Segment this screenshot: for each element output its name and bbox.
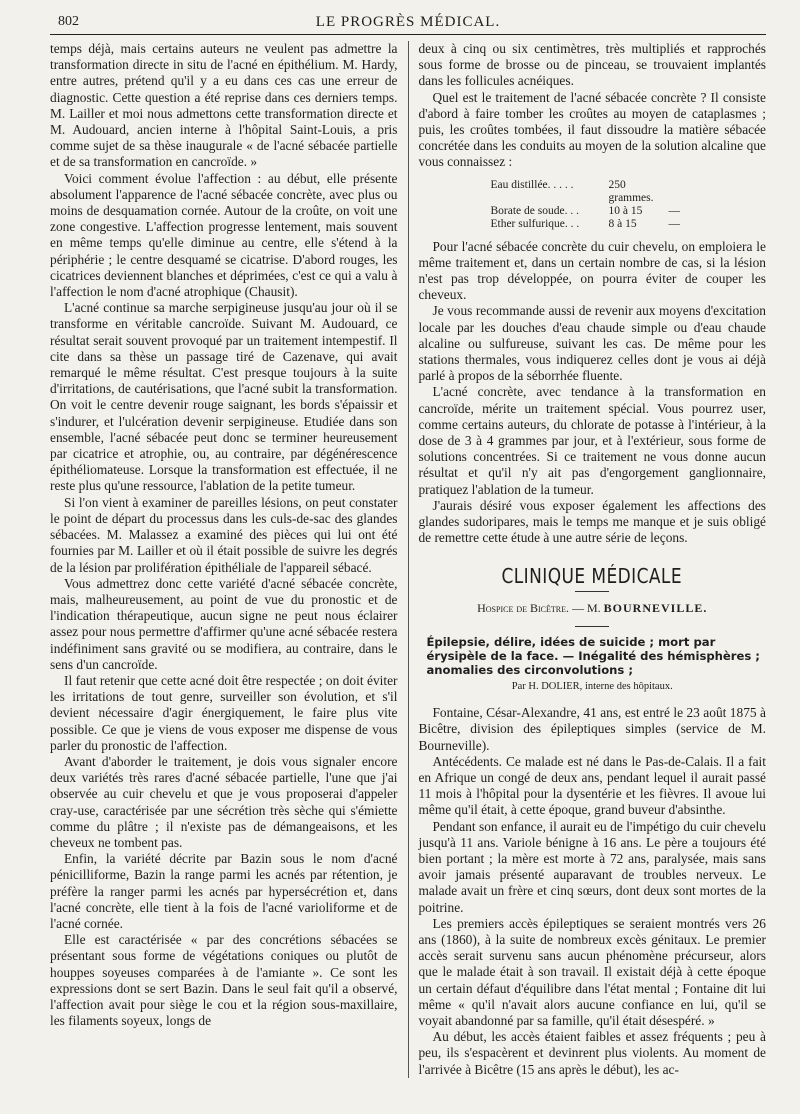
paragraph: Quel est le traitement de l'acné sébacée concrète ? Il consiste d'abord à faire tomber les croûtes au moyen de cataplasmes ; puis, les croûtes tombées, il faut dissoudre la matière sébacée concrétée dans les conduits au moyen de la solution alcaline que vous connaissez : bbox=[418, 89, 766, 170]
journal-title: LE PROGRÈS MÉDICAL. bbox=[315, 14, 501, 30]
paragraph: Les premiers accès épileptiques se seraient montrés vers 26 ans (1860), à la suite de nombreux excès génitaux. Le premier accès serait survenu sans aucun phénomène précurseur, alors que le malade était à son travail. Il existait déjà à cette époque un certain défaut d'équilibre dans l'état mental ; Fontaine dit lui même « qu'il n'avait alors aucune confiance en lui, qu'il se voyait abandonné par sa famille, qu'il était désespéré. » bbox=[418, 915, 766, 1028]
running-head bbox=[50, 14, 766, 35]
right-column bbox=[418, 41, 766, 1078]
page-number: 802 bbox=[58, 14, 79, 29]
doctor-name: BOURNEVILLE. bbox=[603, 600, 708, 615]
paragraph: Fontaine, César-Alexandre, 41 ans, est entré le 23 août 1875 à Bicêtre, division des épileptiques simples (service de M. Bourneville). bbox=[418, 705, 766, 753]
paragraph: deux à cinq ou six centimètres, très multipliés et rapprochés sous forme de brosse ou de pinceau, se trouvaient implantés dans les follicules acnéiques. bbox=[418, 41, 766, 89]
paragraph: Elle est caractérisée « par des concrétions sébacées se présentant sous forme de végétations coniques ou plutôt de houppes soyeuses comparées à de l'amiante ». Ce sont les expressions dont se sert Bazin. Dans le seul fait qu'il a observé, l'affection avait pour siège le cou et la région sous-maxillaire, les filaments soyeux, longs de bbox=[50, 932, 398, 1029]
formula-quantity: 10 à 15 bbox=[608, 204, 643, 217]
author-role: interne des hôpitaux. bbox=[584, 680, 673, 692]
hospice-name: Hospice de Bicêtre. — M. bbox=[477, 600, 601, 615]
formula-quantity: 8 à 15 bbox=[608, 217, 637, 230]
case-title: Épilepsie, délire, idées de suicide ; mort par érysipèle de la face. — Inégalité des hémisphères ; anomalies des circonvolutions ; bbox=[426, 634, 760, 677]
author-prefix: Par bbox=[511, 680, 526, 692]
paragraph: L'acné concrète, avec tendance à la transformation en cancroïde, mérite un traitement spécial. Vous pourrez user, comme certains auteurs, du chlorate de potasse à l'intérieur, à la dose de 3 à 4 grammes par jour, et à l'extérieur, sous forme de solutions concentrées. Si ce traitement ne vous donne aucun résultat et qu'il n'y ait pas d'engorgement ganglionnaire, pratiquez l'ablation de la tumeur. bbox=[418, 384, 766, 497]
formula-ingredient: Ether sulfurique. . . bbox=[490, 217, 580, 230]
formula-row bbox=[490, 179, 766, 205]
left-column bbox=[50, 41, 398, 1078]
formula-unit: — bbox=[668, 204, 680, 217]
paragraph: Voici comment évolue l'affection : au début, elle présente absolument l'apparence de l'acné sébacée concrète, avec plus ou moins de desquamation cornée. Autour de la croûte, on voit une zone congestive. L'affection progresse lentement, mais souvent en même temps qu'elle diminue au centre, elle s'étend à la périphérie ; le centre desquamé se cicatrise. D'abord rouges, les cicatrices deviennent blanches et déprimées, c'est ce qui a valu à l'affection le nom d'acné atrophique (Chausit). bbox=[50, 170, 398, 300]
prescription-formula bbox=[490, 179, 766, 231]
paragraph: Au début, les accès étaient faibles et assez fréquents ; peu à peu, ils s'espacèrent et devinrent plus violents. Au moment de l'arrivée à Bicêtre (15 ans après le début), les ac- bbox=[418, 1029, 766, 1077]
two-column-body bbox=[50, 41, 766, 1078]
paragraph: Si l'on vient à examiner de pareilles lésions, on peut constater le point de départ du processus dans les culs-de-sac des glandes sébacées. M. Malassez a examiné des pièces qui lui ont été fournies par M. Lailler et où il était possible de suivre les degrés de la lésion par prolifération épithéliale de l'appareil sébacé. bbox=[50, 494, 398, 575]
formula-row bbox=[490, 218, 766, 231]
paragraph: temps déjà, mais certains auteurs ne veulent pas admettre la transformation directe in situ de l'acné en épithélium. M. Hardy, entre autres, prétend qu'il y a eu dans ces cas une erreur de diagnostic. Cette question a été reprise dans ces derniers temps. M. Lailler et moi nous admettons cette transformation directe et M. Audouard, ancien interne à l'hôpital Saint-Louis, a pris comme sujet de sa thèse inaugurale « de l'acné sébacée partielle et de sa transformation en cancroïde. » bbox=[50, 41, 398, 170]
paragraph: Pendant son enfance, il aurait eu de l'impétigo du cuir chevelu jusqu'à 11 ans. Variole bénigne à 16 ans. Le père a toujours été bien portant ; la mère est morte à 72 ans, paralysée, mais sans avoir jamais présenté auparavant de troubles nerveux. Le malade avait un frère et cinq sœurs, dont deux sont mortes de la poitrine. bbox=[418, 818, 766, 915]
paragraph: Je vous recommande aussi de revenir aux moyens d'excitation locale par les douches d'eau chaude simple ou d'eau chaude alcaline ou sulfureuse, suivant les cas. De même pour les stations thermales, vous indiquerez celles dont je vous ai déjà parlé à propos de la séborrhée fluente. bbox=[418, 303, 766, 384]
section-rule bbox=[575, 626, 609, 627]
hospice-line bbox=[418, 600, 766, 616]
column-divider bbox=[408, 41, 409, 1078]
author-name: H. DOLIER, bbox=[528, 680, 583, 692]
paragraph: J'aurais désiré vous exposer également les affections des glandes sudoripares, mais le temps me manque et je suis obligé de remettre cette étude à une autre série de leçons. bbox=[418, 497, 766, 546]
formula-unit: — bbox=[668, 217, 680, 230]
formula-ingredient: Eau distillée. . . . . bbox=[490, 178, 574, 191]
paragraph: Pour l'acné sébacée concrète du cuir chevelu, on emploiera le même traitement et, dans un certain nombre de cas, si la lésion n'est pas trop développée, on pourra éviter de couper les cheveux. bbox=[418, 238, 766, 303]
author-line bbox=[418, 679, 766, 695]
formula-ingredient: Borate de soude. . . bbox=[490, 204, 579, 217]
paragraph: Antécédents. Ce malade est né dans le Pas-de-Calais. Il a fait en Afrique un congé de deux ans, pendant lequel il aurait passé 11 mois à l'hôpital pour la dysentérie et les fièvres. Il avoue lui même qu'il était, à cette époque, grand buveur d'absinthe. bbox=[418, 753, 766, 818]
paragraph: L'acné continue sa marche serpigineuse jusqu'au jour où il se transforme en véritable cancroïde. Suivant M. Audouard, ce résultat serait souvent provoqué par un traitement intempestif. Il cite dans sa thèse un passage tiré de Cazenave, qui avait remarqué le même résultat. C'est presque toujours à la suite d'irritations, de cautérisations, que l'acné subit la transformation. On voit le centre devenir rouge saignant, les bords s'épaissir et s'indurer, et l'ulcération devenir serpigineuse. Etudiée dans son ensemble, l'acné sébacée peut donc se terminer heureusement par cicatrice et atrophie, ou, au contraire, par dégénérescence épithéliomateuse. Lorsque la transformation est effectuée, il ne reste plus qu'une ressource, l'ablation de la petite tumeur. bbox=[50, 300, 398, 494]
section-title: CLINIQUE MÉDICALE bbox=[501, 564, 683, 589]
paragraph: Enfin, la variété décrite par Bazin sous le nom d'acné pénicilliforme, Bazin la range parmi les acnés par rétention, je préfère la ranger parmi les acnés par hypersécrétion et, dans l'acné concrète, elle tient à la fois de l'acné varioliforme et de l'acné cornée. bbox=[50, 851, 398, 931]
formula-row bbox=[490, 205, 766, 218]
formula-quantity: 250 grammes. bbox=[608, 178, 654, 204]
paragraph: Vous admettrez donc cette variété d'acné sébacée concrète, mais, malheureusement, au point de vue du pronostic et de l'indication thérapeutique, aucun signe ne peut nous éclairer assez pour nous permettre d'affirmer qu'une acné sébacée restera indéfiniment sans gravité ou se modifiera, au contraire, dans le sens d'un cancroïde. bbox=[50, 575, 398, 672]
paragraph: Il faut retenir que cette acné doit être respectée ; on doit éviter les irritations de tout genre, surveiller son évolution, et s'il devient nécessaire d'agir énergiquement, le faire plus vite possible. Ce que je viens de vous exposer me dispense de vous parler du pronostic de l'affection. bbox=[50, 672, 398, 753]
section-rule bbox=[575, 591, 609, 592]
paragraph: Avant d'aborder le traitement, je dois vous signaler encore deux variétés très rares d'acné sébacée partielle, l'une que j'ai observée au cuir chevelu et que je vous proposerai d'appeler cray-use, caractérisée par une sécrétion très sèche qui s'émiette comme du plâtre ; il n'existe pas de démangeaisons, et les cheveux ne tombent pas. bbox=[50, 753, 398, 850]
